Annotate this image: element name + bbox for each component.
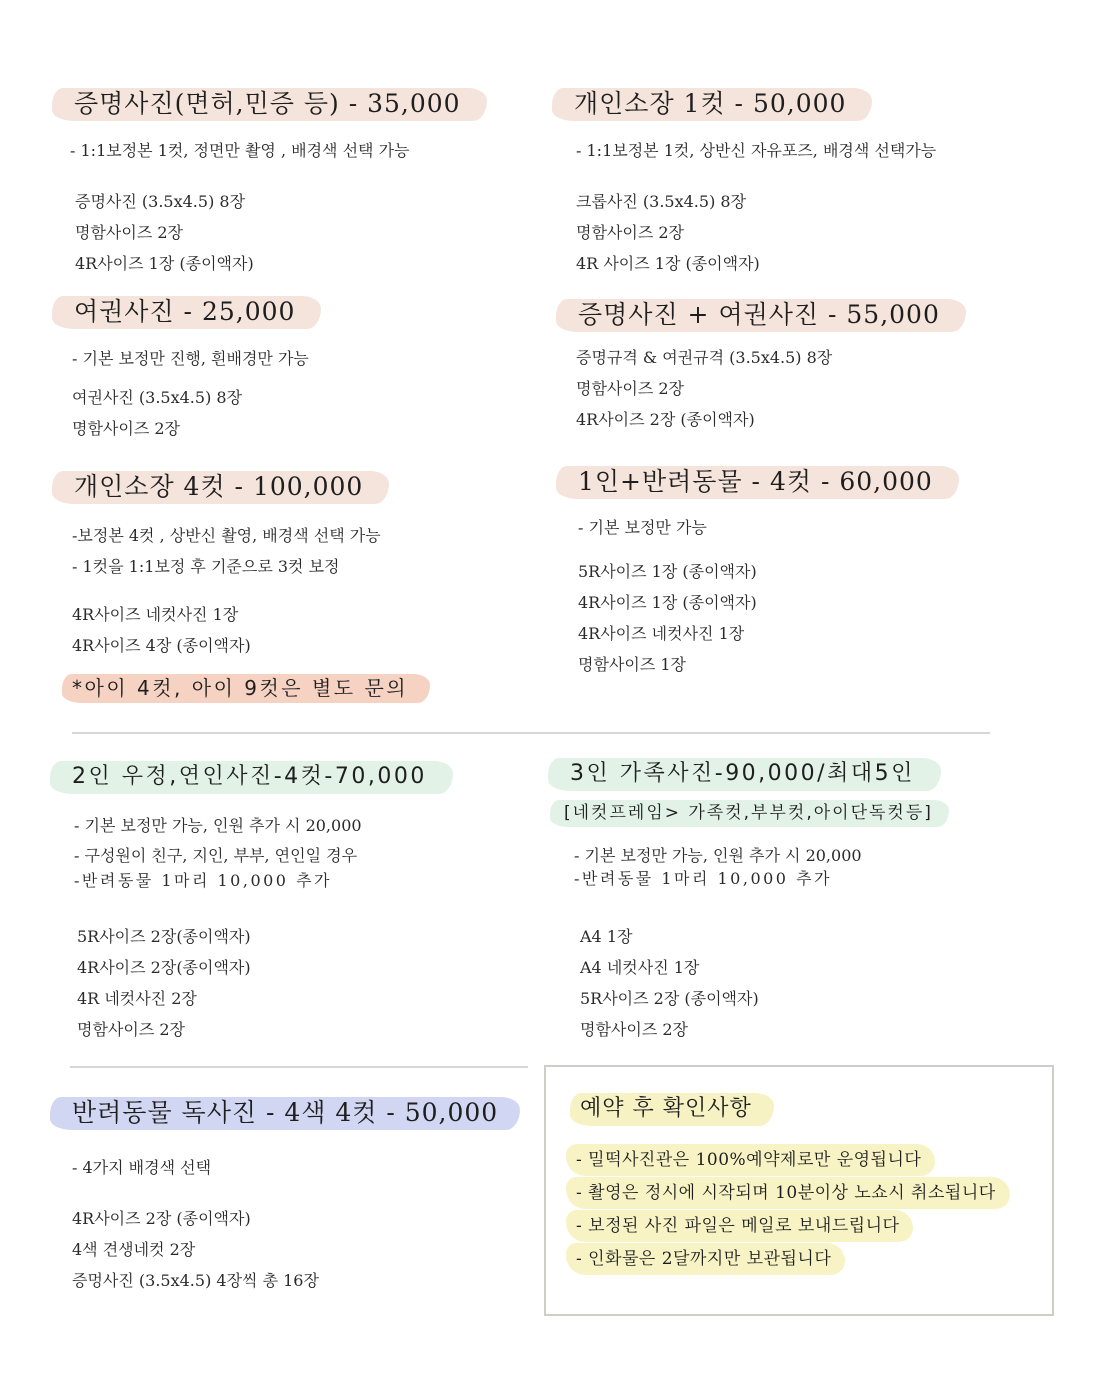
personal-1cut-item: 크롭사진 (3.5x4.5) 8장 (576, 192, 747, 211)
passport-item: 여권사진 (3.5x4.5) 8장 (72, 388, 243, 407)
section-divider (72, 732, 990, 734)
id-photo-item: 4R사이즈 1장 (종이액자) (75, 254, 254, 273)
single-pet-item: 4R사이즈 1장 (종이액자) (578, 593, 757, 612)
child-photo-note: *아이 4컷, 아이 9컷은 별도 문의 (62, 670, 430, 706)
id-photo-desc: - 1:1보정본 1컷, 정면만 촬영 , 배경색 선택 가능 (70, 141, 410, 160)
couple-photo-desc: - 구성원이 친구, 지인, 부부, 연인일 경우 (74, 846, 358, 865)
couple-photo-item: 5R사이즈 2장(종이액자) (77, 927, 251, 946)
id-photo-item: 명함사이즈 2장 (75, 223, 184, 242)
personal-1cut-desc: - 1:1보정본 1컷, 상반신 자유포즈, 배경색 선택가능 (576, 141, 937, 160)
reservation-notice-item: - 인화물은 2달까지만 보관됩니다 (566, 1243, 845, 1275)
family-photo-item: 명함사이즈 2장 (580, 1020, 689, 1039)
id-photo-title: 증명사진(면허,민증 등) - 35,000 (52, 84, 487, 124)
id-photo-item: 증명사진 (3.5x4.5) 8장 (75, 192, 246, 211)
section-divider (70, 1066, 528, 1068)
family-photo-frame-subtitle: [네컷프레임> 가족컷,부부컷,아이단독컷등] (550, 796, 949, 830)
family-photo-item: 5R사이즈 2장 (종이액자) (580, 989, 759, 1008)
pet-solo-item: 4색 견생네컷 2장 (72, 1240, 196, 1259)
personal-4cut-desc: -보정본 4컷 , 상반신 촬영, 배경색 선택 가능 (72, 526, 381, 545)
personal-1cut-item: 명함사이즈 2장 (576, 223, 685, 242)
pet-solo-title: 반려동물 독사진 - 4색 4컷 - 50,000 (50, 1093, 520, 1133)
reservation-notice-item: - 촬영은 정시에 시작되며 10분이상 노쇼시 취소됩니다 (566, 1177, 1010, 1209)
pet-solo-item: 4R사이즈 2장 (종이액자) (72, 1209, 251, 1228)
passport-desc: - 기본 보정만 진행, 흰배경만 가능 (72, 349, 309, 368)
pet-solo-item: 증멍사진 (3.5x4.5) 4장씩 총 16장 (72, 1271, 319, 1290)
reservation-notice-title: 예약 후 확인사항 (570, 1089, 774, 1129)
personal-1cut-item: 4R 사이즈 1장 (종이액자) (576, 254, 760, 273)
single-pet-title: 1인+반려동물 - 4컷 - 60,000 (556, 462, 959, 502)
personal-4cut-title: 개인소장 4컷 - 100,000 (52, 467, 389, 507)
reservation-notice-item: - 밀떡사진관은 100%예약제로만 운영됩니다 (566, 1144, 935, 1176)
single-pet-item: 명함사이즈 1장 (578, 655, 687, 674)
passport-item: 명함사이즈 2장 (72, 419, 181, 438)
reservation-notice-item: - 보정된 사진 파일은 메일로 보내드립니다 (566, 1210, 913, 1242)
single-pet-item: 4R사이즈 네컷사진 1장 (578, 624, 745, 643)
couple-photo-item: 명함사이즈 2장 (77, 1020, 186, 1039)
family-photo-title: 3인 가족사진-90,000/최대5인 (548, 754, 941, 794)
couple-photo-item: 4R사이즈 2장(종이액자) (77, 958, 251, 977)
single-pet-desc: - 기본 보정만 가능 (578, 518, 707, 537)
family-photo-item: A4 1장 (580, 927, 633, 946)
id-passport-combo-item: 증명규격 & 여권규격 (3.5x4.5) 8장 (576, 348, 833, 367)
personal-1cut-title: 개인소장 1컷 - 50,000 (552, 84, 872, 124)
single-pet-item: 5R사이즈 1장 (종이액자) (578, 562, 757, 581)
id-passport-combo-item: 명함사이즈 2장 (576, 379, 685, 398)
personal-4cut-item: 4R사이즈 4장 (종이액자) (72, 636, 251, 655)
family-photo-desc: - 기본 보정만 가능, 인원 추가 시 20,000 (574, 846, 862, 865)
couple-photo-desc: -반려동물 1마리 10,000 추가 (74, 871, 332, 890)
personal-4cut-item: 4R사이즈 네컷사진 1장 (72, 605, 239, 624)
passport-title: 여권사진 - 25,000 (52, 292, 321, 332)
id-passport-combo-title: 증명사진 + 여권사진 - 55,000 (556, 295, 966, 335)
family-photo-item: A4 네컷사진 1장 (580, 958, 700, 977)
family-photo-desc: -반려동물 1마리 10,000 추가 (574, 869, 832, 888)
pet-solo-desc: - 4가지 배경색 선택 (72, 1158, 212, 1177)
couple-photo-title: 2인 우정,연인사진-4컷-70,000 (50, 757, 453, 797)
couple-photo-item: 4R 네컷사진 2장 (77, 989, 197, 1008)
couple-photo-desc: - 기본 보정만 가능, 인원 추가 시 20,000 (74, 816, 362, 835)
id-passport-combo-item: 4R사이즈 2장 (종이액자) (576, 410, 755, 429)
personal-4cut-desc: - 1컷을 1:1보정 후 기준으로 3컷 보정 (72, 557, 340, 576)
